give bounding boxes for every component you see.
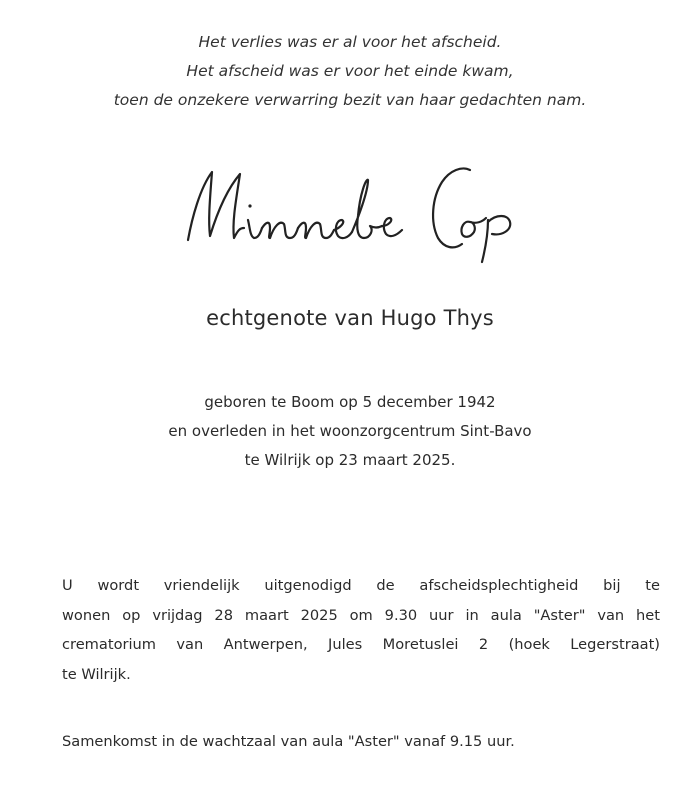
gathering-note: Samenkomst in de wachtzaal van aula "Aster" vanaf 9.15 uur. <box>62 733 515 750</box>
spouse-line: echtgenote van Hugo Thys <box>206 306 494 330</box>
dates-line: en overleden in het woonzorgcentrum Sint-Bavo <box>168 422 532 440</box>
birth-death-details <box>0 388 700 475</box>
poem-line: toen de onzekere verwarring bezit van haar gedachten nam. <box>113 91 587 109</box>
dates-line: te Wilrijk op 23 maart 2025. <box>244 451 456 469</box>
invitation-paragraph <box>62 571 660 689</box>
signature-image <box>170 158 540 266</box>
name-signature <box>170 158 540 266</box>
poem-line: Het verlies was er al voor het afscheid. <box>198 33 502 51</box>
poem-line: Het afscheid was er voor het einde kwam, <box>186 62 514 80</box>
poem <box>0 28 700 115</box>
invitation-line: crematorium van Antwerpen, Jules Moretuslei 2 (hoek Legerstraat) <box>62 636 660 653</box>
invitation-line: wonen op vrijdag 28 maart 2025 om 9.30 uur in aula "Aster" van het <box>62 606 660 624</box>
invitation-line: U wordt vriendelijk uitgenodigd de afscheidsplechtigheid bij te <box>62 577 660 594</box>
dates-line: geboren te Boom op 5 december 1942 <box>204 393 496 411</box>
invitation-line: te Wilrijk. <box>62 665 131 683</box>
